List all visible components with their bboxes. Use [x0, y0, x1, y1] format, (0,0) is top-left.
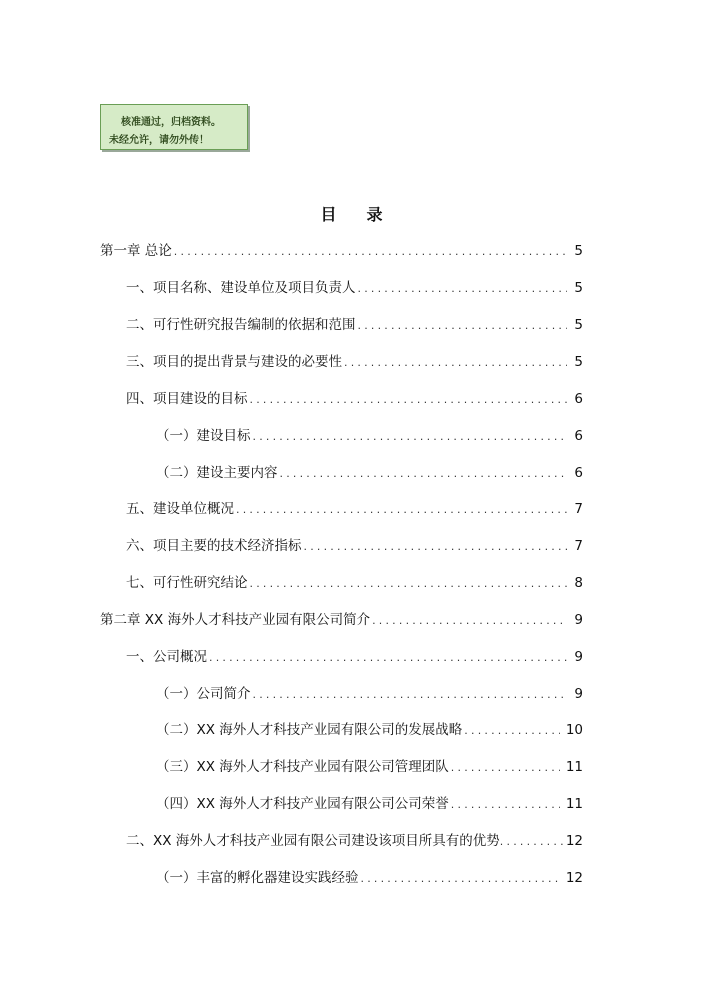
toc-entry[interactable]: [126, 387, 583, 407]
toc-entry[interactable]: [126, 829, 583, 849]
toc-entry-page: 8: [574, 575, 583, 591]
toc-entry-text: 六、项目主要的技术经济指标: [126, 538, 302, 554]
approval-stamp: [100, 104, 248, 150]
toc-entry-page: 5: [574, 243, 583, 259]
stamp-line-1: 核准通过，归档资料。: [121, 117, 221, 128]
toc-leader: [464, 724, 560, 737]
toc-leader: [344, 356, 567, 369]
toc-entry-page: 9: [574, 612, 583, 628]
toc-leader: [451, 798, 560, 811]
toc-entry-text: （三）XX 海外人才科技产业园有限公司管理团队: [156, 759, 449, 775]
toc-leader: [253, 430, 568, 443]
toc-entry-page: 5: [574, 280, 583, 296]
toc-entry[interactable]: [156, 718, 583, 738]
toc-entry-text: （二）建设主要内容: [156, 465, 278, 481]
toc-entry[interactable]: [126, 534, 583, 554]
toc-entry[interactable]: [156, 424, 583, 444]
toc-entry-page: 10: [565, 722, 583, 738]
toc-entry-text: （四）XX 海外人才科技产业园有限公司公司荣誉: [156, 796, 449, 812]
toc-entry[interactable]: [156, 461, 583, 481]
toc-entry-page: 6: [574, 428, 583, 444]
toc-leader: [361, 872, 560, 885]
toc-entry[interactable]: [156, 755, 583, 775]
toc-entry-text: 第二章 XX 海外人才科技产业园有限公司简介: [100, 612, 371, 628]
toc-entry-page: 12: [565, 870, 583, 886]
toc-entry-page: 9: [574, 649, 583, 665]
toc-entry[interactable]: [126, 313, 583, 333]
toc-entry-text: 一、项目名称、建设单位及项目负责人: [126, 280, 356, 296]
toc-entry-page: 12: [565, 833, 583, 849]
toc-leader: [253, 688, 568, 701]
toc-title: 目录: [320, 205, 413, 224]
toc-leader: [209, 651, 567, 664]
toc-entry-text: 二、XX 海外人才科技产业园有限公司建设该项目所具有的优势: [126, 833, 500, 849]
toc-entry[interactable]: [100, 608, 583, 628]
stamp-line-2: 未经允许，请勿外传！: [109, 135, 209, 146]
toc-entry-text: 三、项目的提出背景与建设的必要性: [126, 354, 342, 370]
toc-entry-page: 5: [574, 317, 583, 333]
toc-entry[interactable]: [126, 497, 583, 517]
toc-entry[interactable]: [126, 645, 583, 665]
toc-leader: [236, 503, 567, 516]
toc-leader: [250, 577, 568, 590]
toc-entry[interactable]: [100, 239, 583, 259]
toc-entry-text: （一）丰富的孵化器建设实践经验: [156, 870, 359, 886]
toc-entry[interactable]: [126, 276, 583, 296]
toc-entry-text: 五、建设单位概况: [126, 501, 234, 517]
toc-leader: [304, 540, 568, 553]
toc-entry-page: 11: [565, 796, 583, 812]
toc-leader: [174, 245, 567, 258]
toc-entry-text: （一）建设目标: [156, 428, 251, 444]
toc-entry-page: 7: [574, 538, 583, 554]
toc-entry-page: 6: [574, 465, 583, 481]
toc-leader: [451, 761, 560, 774]
toc-entry-text: （二）XX 海外人才科技产业园有限公司的发展战略: [156, 722, 463, 738]
toc-entry-text: 二、可行性研究报告编制的依据和范围: [126, 317, 356, 333]
toc-entry-text: 七、可行性研究结论: [126, 575, 248, 591]
toc-entry[interactable]: [156, 866, 583, 886]
toc-entry[interactable]: [126, 571, 583, 591]
toc-leader: [250, 393, 568, 406]
toc-leader: [500, 835, 566, 848]
toc-entry-page: 11: [565, 759, 583, 775]
toc-entry[interactable]: [126, 350, 583, 370]
toc-entry[interactable]: [156, 682, 583, 702]
toc-entry-text: （一）公司简介: [156, 686, 251, 702]
toc-entry[interactable]: [156, 792, 583, 812]
toc-entry-text: 第一章 总论: [100, 243, 172, 259]
toc-leader: [280, 467, 568, 480]
toc-entry-text: 四、项目建设的目标: [126, 391, 248, 407]
toc-entry-page: 9: [574, 686, 583, 702]
toc-leader: [372, 614, 567, 627]
toc-leader: [358, 282, 568, 295]
toc-entry-page: 6: [574, 391, 583, 407]
toc-entry-text: 一、公司概况: [126, 649, 207, 665]
toc-entry-page: 5: [574, 354, 583, 370]
toc-leader: [358, 319, 568, 332]
toc-entry-page: 7: [574, 501, 583, 517]
